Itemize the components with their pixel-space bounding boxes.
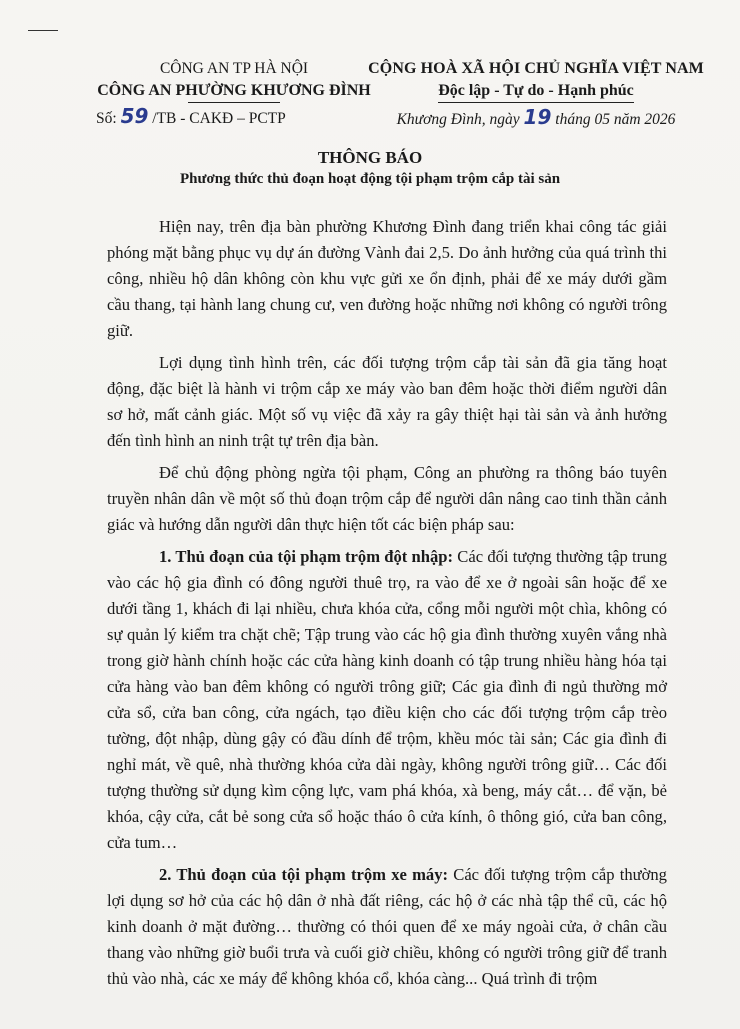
agency-name: CÔNG AN PHƯỜNG KHƯƠNG ĐÌNH bbox=[97, 82, 371, 99]
corner-mark bbox=[28, 30, 58, 31]
document-number bbox=[84, 103, 384, 132]
date-line bbox=[366, 103, 706, 134]
docno-suffix: /TB - CAKĐ – PCTP bbox=[152, 110, 286, 127]
date-day-handwritten: 19 bbox=[523, 105, 552, 129]
section-heading: 2. Thủ đoạn của tội phạm trộm xe máy: bbox=[159, 865, 449, 884]
paragraph: Hiện nay, trên địa bàn phường Khương Đình đang triển khai công tác giải phóng mặt bằng phục vụ dự án đường Vành đai 2,5. Do ảnh hưởng của quá trình thi công, nhiều hộ dân không còn khu vực gửi xe ổn định, phải để xe máy dưới gầm cầu thang, tại hành lang chung cư, ven đường hoặc những nơi không có người trông giữ. bbox=[107, 217, 667, 340]
paragraph: Để chủ động phòng ngừa tội phạm, Công an phường ra thông báo tuyên truyền nhân dân về một số thủ đoạn trộm cắp để người dân nâng cao tinh thần cảnh giác và hướng dẫn người dân thực hiện tốt các biện pháp sau: bbox=[107, 463, 667, 534]
document-subtitle: Phương thức thủ đoạn hoạt động tội phạm trộm cắp tài sản bbox=[179, 171, 561, 187]
document-title: THÔNG BÁO bbox=[317, 148, 423, 167]
date-prefix: Khương Đình, ngày bbox=[396, 111, 520, 128]
section-heading: 1. Thủ đoạn của tội phạm trộm đột nhập: bbox=[159, 547, 454, 566]
national-heading-block bbox=[366, 58, 706, 134]
docno-prefix: Số: bbox=[96, 110, 117, 127]
paragraph: 2. Thủ đoạn của tội phạm trộm xe máy: Các đối tượng trộm cắp thường lợi dụng sơ hở của các hộ dân ở nhà đất riêng, các hộ ở các nhà tập thể cũ, các hộ kinh doanh ở mặt đường… thường có thói quen để xe máy ngoài cửa, ở chân cầu thang vào những giờ buổi trưa và cuối giờ chiều, không có người trông giữ để tranh thủ vào nhà, các xe máy để không khóa cổ, khóa càng... Quá trình đi trộm bbox=[107, 865, 667, 988]
docno-handwritten: 59 bbox=[120, 104, 149, 128]
date-suffix: tháng 05 năm 2026 bbox=[555, 111, 676, 128]
document-body bbox=[107, 214, 667, 998]
national-motto: Độc lập - Tự do - Hạnh phúc bbox=[438, 80, 634, 103]
nation-name: CỘNG HOÀ XÃ HỘI CHỦ NGHĨA VIỆT NAM bbox=[368, 60, 704, 77]
paragraph: 1. Thủ đoạn của tội phạm trộm đột nhập: Các đối tượng thường tập trung vào các hộ gia đình có đông người thuê trọ, ra vào để xe ở ngoài sân hoặc để xe dưới tầng 1, khách đi lại nhiều, chưa khóa cửa, cổng mỗi người một chìa, không có sự quản lý kiểm tra chặt chẽ; Tập trung vào các hộ gia đình thường xuyên vắng nhà trong giờ hành chính hoặc các cửa hàng kinh doanh có tập trung nhiều hàng hóa tại cửa hàng vào ban đêm không có người trông giữ; Các gia đình đi ngủ thường mở cửa sổ, cửa ban công, cửa ngách, tạo điều kiện cho các đối tượng trộm cắp trèo tường, đột nhập, dùng gậy có đầu dính để trộm, khều móc tài sản; Các gia đình đi nghỉ mát, về quê, nhà thường khóa cửa dài ngày, không người trông giữ… Các đối tượng thường sử dụng kìm cộng lực, vam phá khóa, xà beng, máy cắt… để vặn, bẻ khóa, cậy cửa, cắt bẻ song cửa sổ hoặc tháo ô cửa kính, ô thông gió, cửa ban công, cửa tum… bbox=[107, 547, 667, 852]
parent-agency: CÔNG AN TP HÀ NỘI bbox=[159, 60, 309, 77]
issuing-agency-block bbox=[84, 58, 384, 132]
paragraph: Lợi dụng tình hình trên, các đối tượng trộm cắp tài sản đã gia tăng hoạt động, đặc biệt là hành vi trộm cắp xe máy vào ban đêm hoặc thời điểm người dân sơ hở, mất cảnh giác. Một số vụ việc đã xảy ra gây thiệt hại tài sản và ảnh hưởng đến tình hình an ninh trật tự trên địa bàn. bbox=[107, 353, 667, 450]
